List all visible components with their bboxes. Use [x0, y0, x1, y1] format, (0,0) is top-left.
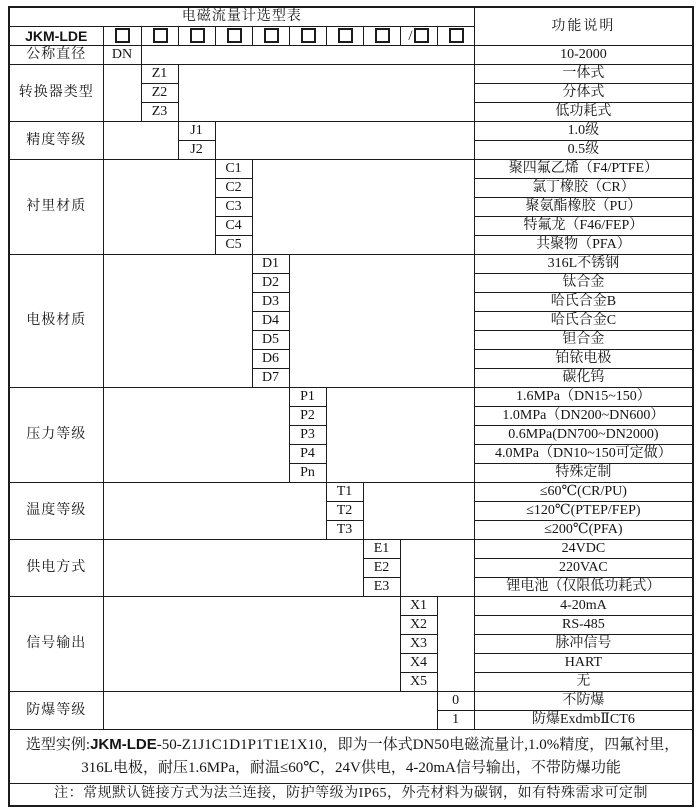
code-cell: J1: [178, 122, 215, 141]
code-cell: C2: [215, 179, 252, 198]
desc-cell: 4-20mA: [474, 597, 693, 616]
table-title: 电磁流量计选型表: [9, 7, 474, 27]
desc-cell: 碳化钨: [474, 369, 693, 388]
model-checkbox-cell: [326, 27, 363, 46]
desc-cell: 锂电池（仅限低功耗式）: [474, 578, 693, 597]
code-cell: P3: [289, 426, 326, 445]
code-cell: D6: [252, 350, 289, 369]
section-label-converter-type: 转换器类型: [9, 65, 103, 122]
model-checkbox-cell: [363, 27, 400, 46]
model-checkbox-cell: [437, 27, 474, 46]
model-checkbox-cell: [252, 27, 289, 46]
checkbox-icon: [414, 28, 429, 43]
desc-cell: ≤60℃(CR/PU): [474, 483, 693, 502]
desc-cell: 特氟龙（F46/FEP）: [474, 217, 693, 236]
desc-cell: 氯丁橡胶（CR）: [474, 179, 693, 198]
desc-cell: 无: [474, 673, 693, 692]
spacer-cell: [437, 597, 474, 692]
code-cell: Z3: [141, 103, 178, 122]
desc-cell: HART: [474, 654, 693, 673]
desc-cell: 特殊定制: [474, 464, 693, 483]
desc-cell: 4.0MPa（DN10~150可定做）: [474, 445, 693, 464]
code-cell: X2: [400, 616, 437, 635]
code-cell: D1: [252, 255, 289, 274]
code-cell: C4: [215, 217, 252, 236]
desc-cell: 铂铱电极: [474, 350, 693, 369]
model-checkbox-cell: [289, 27, 326, 46]
section-label-lining-material: 衬里材质: [9, 160, 103, 255]
spacer-cell: [400, 540, 474, 597]
section-label-explosion-proof: 防爆等级: [9, 692, 103, 730]
code-cell: 0: [437, 692, 474, 711]
desc-cell: 一体式: [474, 65, 693, 84]
checkbox-icon: [153, 28, 168, 43]
spacer-cell: [103, 540, 363, 597]
example-model: JKM-LDE: [90, 736, 157, 754]
desc-cell: 1.6MPa（DN15~150）: [474, 388, 693, 407]
code-cell: T3: [326, 521, 363, 540]
code-cell: E1: [363, 540, 400, 559]
checkbox-icon: [115, 28, 130, 43]
model-checkbox-cell: [178, 27, 215, 46]
code-cell: T1: [326, 483, 363, 502]
code-cell: D4: [252, 312, 289, 331]
desc-cell: 分体式: [474, 84, 693, 103]
section-label-accuracy-class: 精度等级: [9, 122, 103, 160]
desc-cell: 220VAC: [474, 559, 693, 578]
code-cell: P2: [289, 407, 326, 426]
desc-cell: 24VDC: [474, 540, 693, 559]
spacer-cell: [103, 692, 437, 730]
spacer-cell: [103, 597, 400, 692]
checkbox-icon: [227, 28, 242, 43]
spacer-cell: [103, 255, 252, 388]
model-checkbox-cell: [215, 27, 252, 46]
slash-mark: /: [408, 28, 413, 44]
function-header: 功能说明: [474, 7, 693, 46]
section-label-temperature-class: 温度等级: [9, 483, 103, 540]
example-prefix: 选型实例:: [25, 737, 91, 754]
desc-cell: 1.0级: [474, 122, 693, 141]
spacer-cell: [103, 122, 178, 160]
code-cell: X4: [400, 654, 437, 673]
model-prefix: JKM-LDE: [9, 27, 103, 46]
desc-cell: 10-2000: [474, 46, 693, 65]
code-cell: Z2: [141, 84, 178, 103]
code-cell: P4: [289, 445, 326, 464]
section-label-power-supply: 供电方式: [9, 540, 103, 597]
code-cell: D5: [252, 331, 289, 350]
selection-table: [8, 6, 694, 807]
note: 注：常规默认链接方式为法兰连接，防护等级为IP65，外壳材料为碳钢，如有特殊需求可定制: [9, 784, 693, 806]
code-cell: Z1: [141, 65, 178, 84]
desc-cell: 0.6MPa(DN700~DN2000): [474, 426, 693, 445]
example-rest: -50-Z1J1C1D1P1T1E1X10，即为一体式DN50电磁流量计,1.0%精度，四氟衬里，: [156, 737, 680, 754]
checkbox-icon: [375, 28, 390, 43]
code-cell: Pn: [289, 464, 326, 483]
desc-cell: 低功耗式: [474, 103, 693, 122]
desc-cell: 不防爆: [474, 692, 693, 711]
section-label-electrode-material: 电极材质: [9, 255, 103, 388]
code-cell: D7: [252, 369, 289, 388]
example-line2: 316L电极，耐压1.6MPa，耐温≤60℃，24V供电，4-20mA信号输出，不带防爆功能: [81, 760, 621, 777]
selection-example: [9, 730, 693, 784]
code-cell: X3: [400, 635, 437, 654]
code-cell: 1: [437, 711, 474, 730]
code-cell: X1: [400, 597, 437, 616]
desc-cell: 哈氏合金C: [474, 312, 693, 331]
desc-cell: ≤120℃(PTEP/FEP): [474, 502, 693, 521]
code-cell: D3: [252, 293, 289, 312]
code-cell: DN: [103, 46, 141, 65]
checkbox-icon: [449, 28, 464, 43]
code-cell: C1: [215, 160, 252, 179]
code-cell: P1: [289, 388, 326, 407]
desc-cell: 钛合金: [474, 274, 693, 293]
spacer-cell: [178, 65, 474, 122]
spacer-cell: [103, 160, 215, 255]
section-label-nominal-diameter: 公称直径: [9, 46, 103, 65]
spacer-cell: [103, 483, 326, 540]
checkbox-icon: [190, 28, 205, 43]
code-cell: E3: [363, 578, 400, 597]
code-cell: T2: [326, 502, 363, 521]
desc-cell: 哈氏合金B: [474, 293, 693, 312]
section-label-pressure-class: 压力等级: [9, 388, 103, 483]
desc-cell: 1.0MPa（DN200~DN600）: [474, 407, 693, 426]
code-cell: D2: [252, 274, 289, 293]
spacer-cell: [141, 46, 474, 65]
code-cell: C5: [215, 236, 252, 255]
section-label-signal-output: 信号输出: [9, 597, 103, 692]
desc-cell: 316L不锈钢: [474, 255, 693, 274]
desc-cell: 钽合金: [474, 331, 693, 350]
spacer-cell: [289, 255, 474, 388]
model-checkbox-cell: [400, 27, 437, 46]
code-cell: J2: [178, 141, 215, 160]
desc-cell: 聚四氟乙烯（F4/PTFE）: [474, 160, 693, 179]
spacer-cell: [103, 388, 289, 483]
desc-cell: 脉冲信号: [474, 635, 693, 654]
code-cell: X5: [400, 673, 437, 692]
desc-cell: RS-485: [474, 616, 693, 635]
desc-cell: ≤200℃(PFA): [474, 521, 693, 540]
desc-cell: 聚氨酯橡胶（PU）: [474, 198, 693, 217]
desc-cell: 0.5级: [474, 141, 693, 160]
spacer-cell: [326, 388, 474, 483]
model-checkbox-cell: [103, 27, 141, 46]
code-cell: E2: [363, 559, 400, 578]
checkbox-icon: [264, 28, 279, 43]
example-line1: [10, 733, 692, 757]
code-cell: C3: [215, 198, 252, 217]
model-checkbox-cell: [141, 27, 178, 46]
spacer-cell: [252, 160, 474, 255]
checkbox-icon: [301, 28, 316, 43]
spacer-cell: [103, 65, 141, 122]
checkbox-icon: [338, 28, 353, 43]
spacer-cell: [215, 122, 474, 160]
desc-cell: 共聚物（PFA）: [474, 236, 693, 255]
spacer-cell: [363, 483, 474, 540]
desc-cell: 防爆ExdmbⅡCT6: [474, 711, 693, 730]
